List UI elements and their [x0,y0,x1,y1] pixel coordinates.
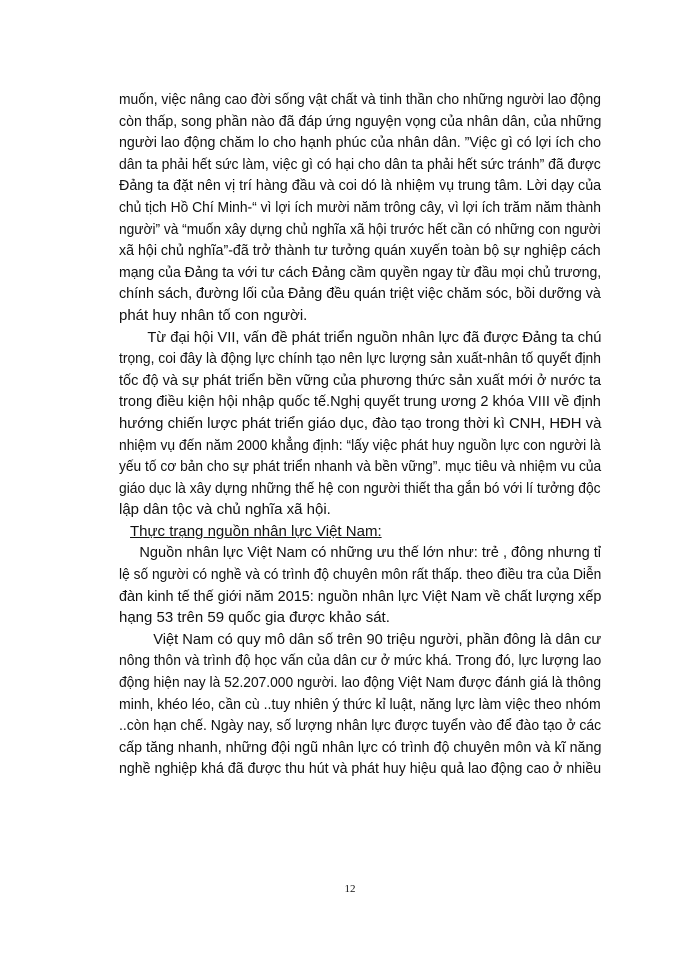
text-line: nhiệm vụ đến năm 2000 khẳng định: “lấy việc phát huy nguồn lực con người là [119,436,601,454]
text-line: chủ tịch Hồ Chí Minh-“ vì lợi ích mười năm trông cây, vì lợi ích trăm năm thành [119,198,601,216]
section-heading-text: Thực trạng nguồn nhân lực Việt Nam: [130,522,382,540]
text-line: nghề nghiệp khá đã được thu hút và phát huy hiệu quả lao động cao ở nhiều [119,760,602,778]
text-line: mạng của Đảng ta với tư cách Đảng cầm quyền ngay từ đầu mọi chủ trương, [119,263,602,281]
text-line: giáo dục là xây dựng những thế hệ con người thiết tha gắn bó với lí tưởng độc [119,479,601,497]
text-line: nông thôn và trình độ học vấn của dân cư ở mức khá. Trong đó, lực lượng lao [119,652,602,670]
text-line: Từ đại hội VII, vấn đề phát triển nguồn nhân lực đã được Đảng ta chú [147,328,602,346]
text-line: hạng 53 trên 59 quốc gia được khảo sát. [119,609,390,627]
page-number: 12 [344,883,356,895]
text-line: tốc độ và sự phát triển bền vững của phương thức sản xuất mới ở nước ta [119,371,602,389]
text-line: người lao động chăm lo cho hạnh phúc của nhân dân. ”Việc gì có lợi ích cho [119,134,602,152]
text-line: còn thấp, song phần nào đã đáp ứng nguyện vọng của nhân dân, của những [119,112,602,130]
text-line: Việt Nam có quy mô dân số trên 90 triệu người, phần đông là dân cư [153,630,602,648]
paragraph-4 [119,629,601,780]
paragraph-2 [119,327,601,521]
text-line: cấp tăng nhanh, những đội ngũ nhân lực có trình độ chuyên môn và kĩ năng [119,738,602,756]
text-line: muốn, việc nâng cao đời sống vật chất và tinh thần cho những người lao động [119,91,601,108]
text-line: trọng, coi đây là động lực chính tạo nên lực lượng sản xuất-nhân tố quyết định [119,350,601,368]
text-line: dân ta phải hết sức làm, việc gì có hại cho dân ta phải hết sức tránh” đã được [119,155,601,173]
text-line: Đảng ta đặt nên vị trí hàng đầu và coi dó là nhiệm vụ trung tâm. Lời dạy của [119,177,602,195]
text-line: yếu tố cơ bản cho sự phát triển nhanh và bền vững”. mục tiêu và nhiệm vu của [119,458,602,476]
text-line: đàn kinh tế thế giới năm 2015: nguồn nhân lực Việt Nam về chất lượng xếp [119,587,602,605]
text-line: lệ số người có nghề và có trình độ chuyên môn rất thấp. theo điều tra của Diễn [119,566,602,584]
text-line: người” và “muốn xây dựng chủ nghĩa xã hội trước hết cần có những con người [119,220,601,238]
text-line: hướng chiến lược phát triển giáo dục, đào tạo trong thời kì CNH, HĐH và [119,414,602,432]
section-heading [119,521,601,543]
text-line: trong điều kiện hội nhập quốc tế.Nghị quyết trung ương 2 khóa VIII về định [119,393,601,411]
text-line: ..còn hạn chế. Ngày nay, số lượng nhân lực được tuyển vào để đào tạo ở các [119,717,602,735]
paragraph-1 [119,89,601,327]
paragraph-3 [119,542,601,628]
text-line: phát huy nhân tố con người. [119,306,308,324]
text-line: Nguồn nhân lực Việt Nam có những ưu thế lớn như: trẻ , đông nhưng tỉ [139,544,602,562]
text-line: động hiện nay là 52.207.000 người. lao động Việt Nam được đánh giá là thông [119,674,602,692]
body-text [119,89,601,780]
text-line: lập dân tộc và chủ nghĩa xã hội. [119,501,331,519]
text-line: minh, khéo léo, cần cù ..tuy nhiên ý thức kỉ luật, năng lực làm việc theo nhóm [119,695,601,713]
text-line: xã hội chủ nghĩa”-đã trở thành tư tưởng quán xuyến toàn bộ sự nghiệp cách [119,242,601,260]
text-line: chính sách, đường lối của Đảng đều quán triệt việc chăm sóc, bồi dưỡng và [119,285,601,303]
